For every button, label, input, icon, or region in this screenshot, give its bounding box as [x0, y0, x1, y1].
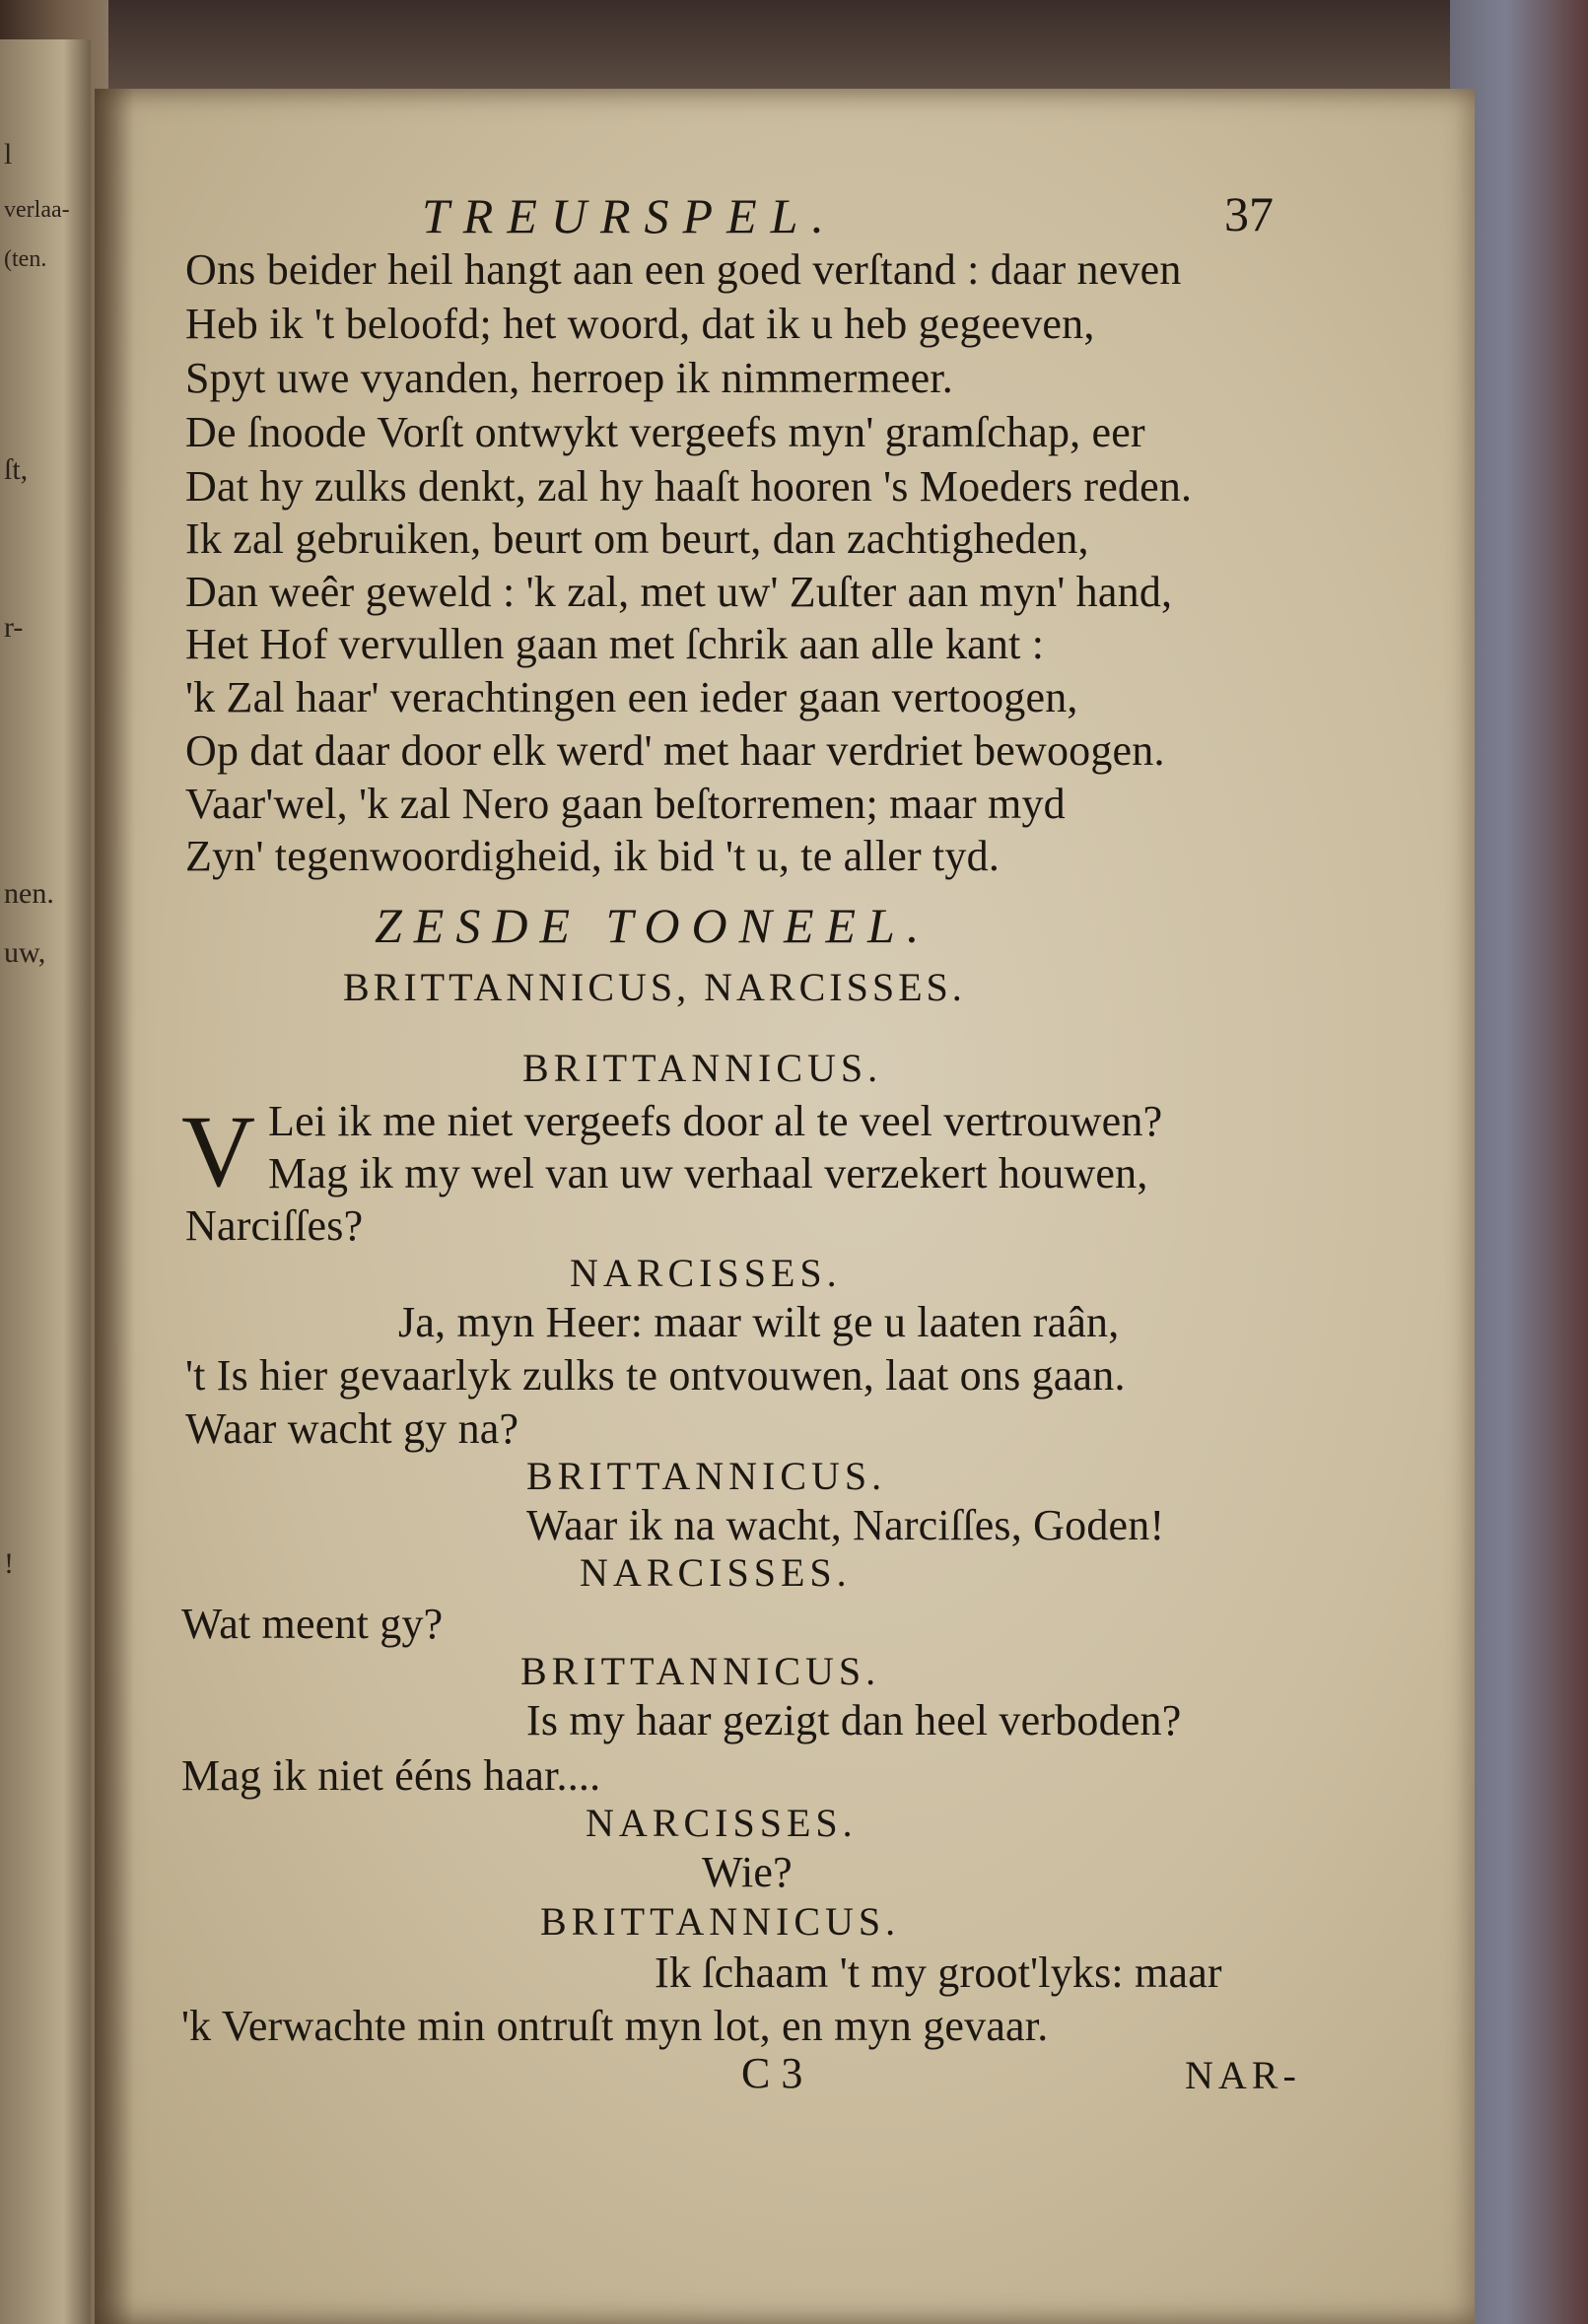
- facing-fragment: l: [4, 138, 13, 171]
- verse-line: Heb ik 't beloofd; het woord, dat ik u heb gegeeven,: [185, 300, 1095, 348]
- drop-cap: V: [181, 1095, 256, 1208]
- page-number: 37: [1224, 186, 1274, 241]
- facing-fragment: verlaa-: [4, 197, 70, 223]
- dialogue-line: 't Is hier gevaarlyk zulks te ontvouwen, laat ons gaan.: [185, 1351, 1126, 1400]
- facing-fragment: r-: [4, 611, 24, 644]
- speaker-name: BRITTANNICUS.: [540, 1899, 901, 1944]
- dialogue-line: Waar wacht gy na?: [185, 1404, 519, 1453]
- facing-fragment: nen.: [4, 877, 54, 910]
- speaker-name: BRITTANNICUS.: [526, 1454, 887, 1498]
- dialogue-line: Mag ik niet ééns haar....: [181, 1751, 601, 1800]
- dialogue-line: Ja, myn Heer: maar wilt ge u laaten raân,: [398, 1298, 1120, 1346]
- verse-line: De ſnoode Vorſt ontwykt vergeefs myn' gramſchap, eer: [185, 408, 1145, 456]
- speaker-name: BRITTANNICUS.: [522, 1046, 883, 1090]
- dialogue-line: Ik ſchaam 't my groot'lyks: maar: [655, 1948, 1222, 1997]
- facing-fragment: (ten.: [4, 246, 47, 272]
- dialogue-line: Waar ik na wacht, Narciſſes, Goden!: [526, 1501, 1165, 1549]
- dialogue-line: Narciſſes?: [185, 1201, 364, 1250]
- signature-mark: C 3: [741, 2049, 803, 2097]
- facing-page-edge: [0, 39, 91, 2324]
- scene-cast: BRITTANNICUS, NARCISSES.: [343, 965, 966, 1009]
- background-top: [0, 0, 1588, 89]
- dialogue-line: Wat meent gy?: [181, 1600, 444, 1648]
- speaker-name: NARCISSES.: [570, 1251, 842, 1295]
- facing-fragment: !: [4, 1547, 14, 1580]
- dialogue-line: Is my haar gezigt dan heel verboden?: [526, 1696, 1182, 1744]
- running-head: TREURSPEL.: [422, 188, 838, 243]
- verse-line: Dan weêr geweld : 'k zal, met uw' Zuſter aan myn' hand,: [185, 568, 1173, 616]
- dialogue-line: 'k Verwachte min ontruſt myn lot, en myn gevaar.: [181, 2002, 1049, 2050]
- dialogue-line: Mag ik my wel van uw verhaal verzekert houwen,: [268, 1149, 1148, 1197]
- verse-line: Zyn' tegenwoordigheid, ik bid 't u, te aller tyd.: [185, 832, 1001, 880]
- speaker-name: NARCISSES.: [580, 1550, 852, 1595]
- speaker-name: NARCISSES.: [586, 1801, 858, 1845]
- dialogue-line: Lei ik me niet vergeefs door al te veel vertrouwen?: [268, 1097, 1163, 1145]
- verse-line: Op dat daar door elk werd' met haar verdriet bewoogen.: [185, 726, 1165, 775]
- facing-fragment: ſt,: [4, 453, 29, 486]
- page-gutter-shadow: [95, 89, 134, 2324]
- verse-line: Het Hof vervullen gaan met ſchrik aan alle kant :: [185, 620, 1045, 668]
- scene-title: ZESDE TOONEEL.: [375, 898, 932, 953]
- verse-line: Vaar'wel, 'k zal Nero gaan beſtorremen; maar myd: [185, 780, 1066, 828]
- verse-line: Ons beider heil hangt aan een goed verſtand : daar neven: [185, 245, 1182, 294]
- speaker-name: BRITTANNICUS.: [520, 1649, 881, 1693]
- verse-line: Spyt uwe vyanden, herroep ik nimmermeer.: [185, 354, 954, 402]
- facing-fragment: uw,: [4, 936, 46, 969]
- verse-line: Dat hy zulks denkt, zal hy haaſt hooren 's Moeders reden.: [185, 462, 1193, 511]
- catchword: NAR-: [1185, 2053, 1301, 2097]
- verse-line: Ik zal gebruiken, beurt om beurt, dan zachtigheden,: [185, 514, 1089, 563]
- verse-line: 'k Zal haar' verachtingen een ieder gaan vertoogen,: [185, 673, 1078, 721]
- dialogue-line: Wie?: [702, 1848, 793, 1896]
